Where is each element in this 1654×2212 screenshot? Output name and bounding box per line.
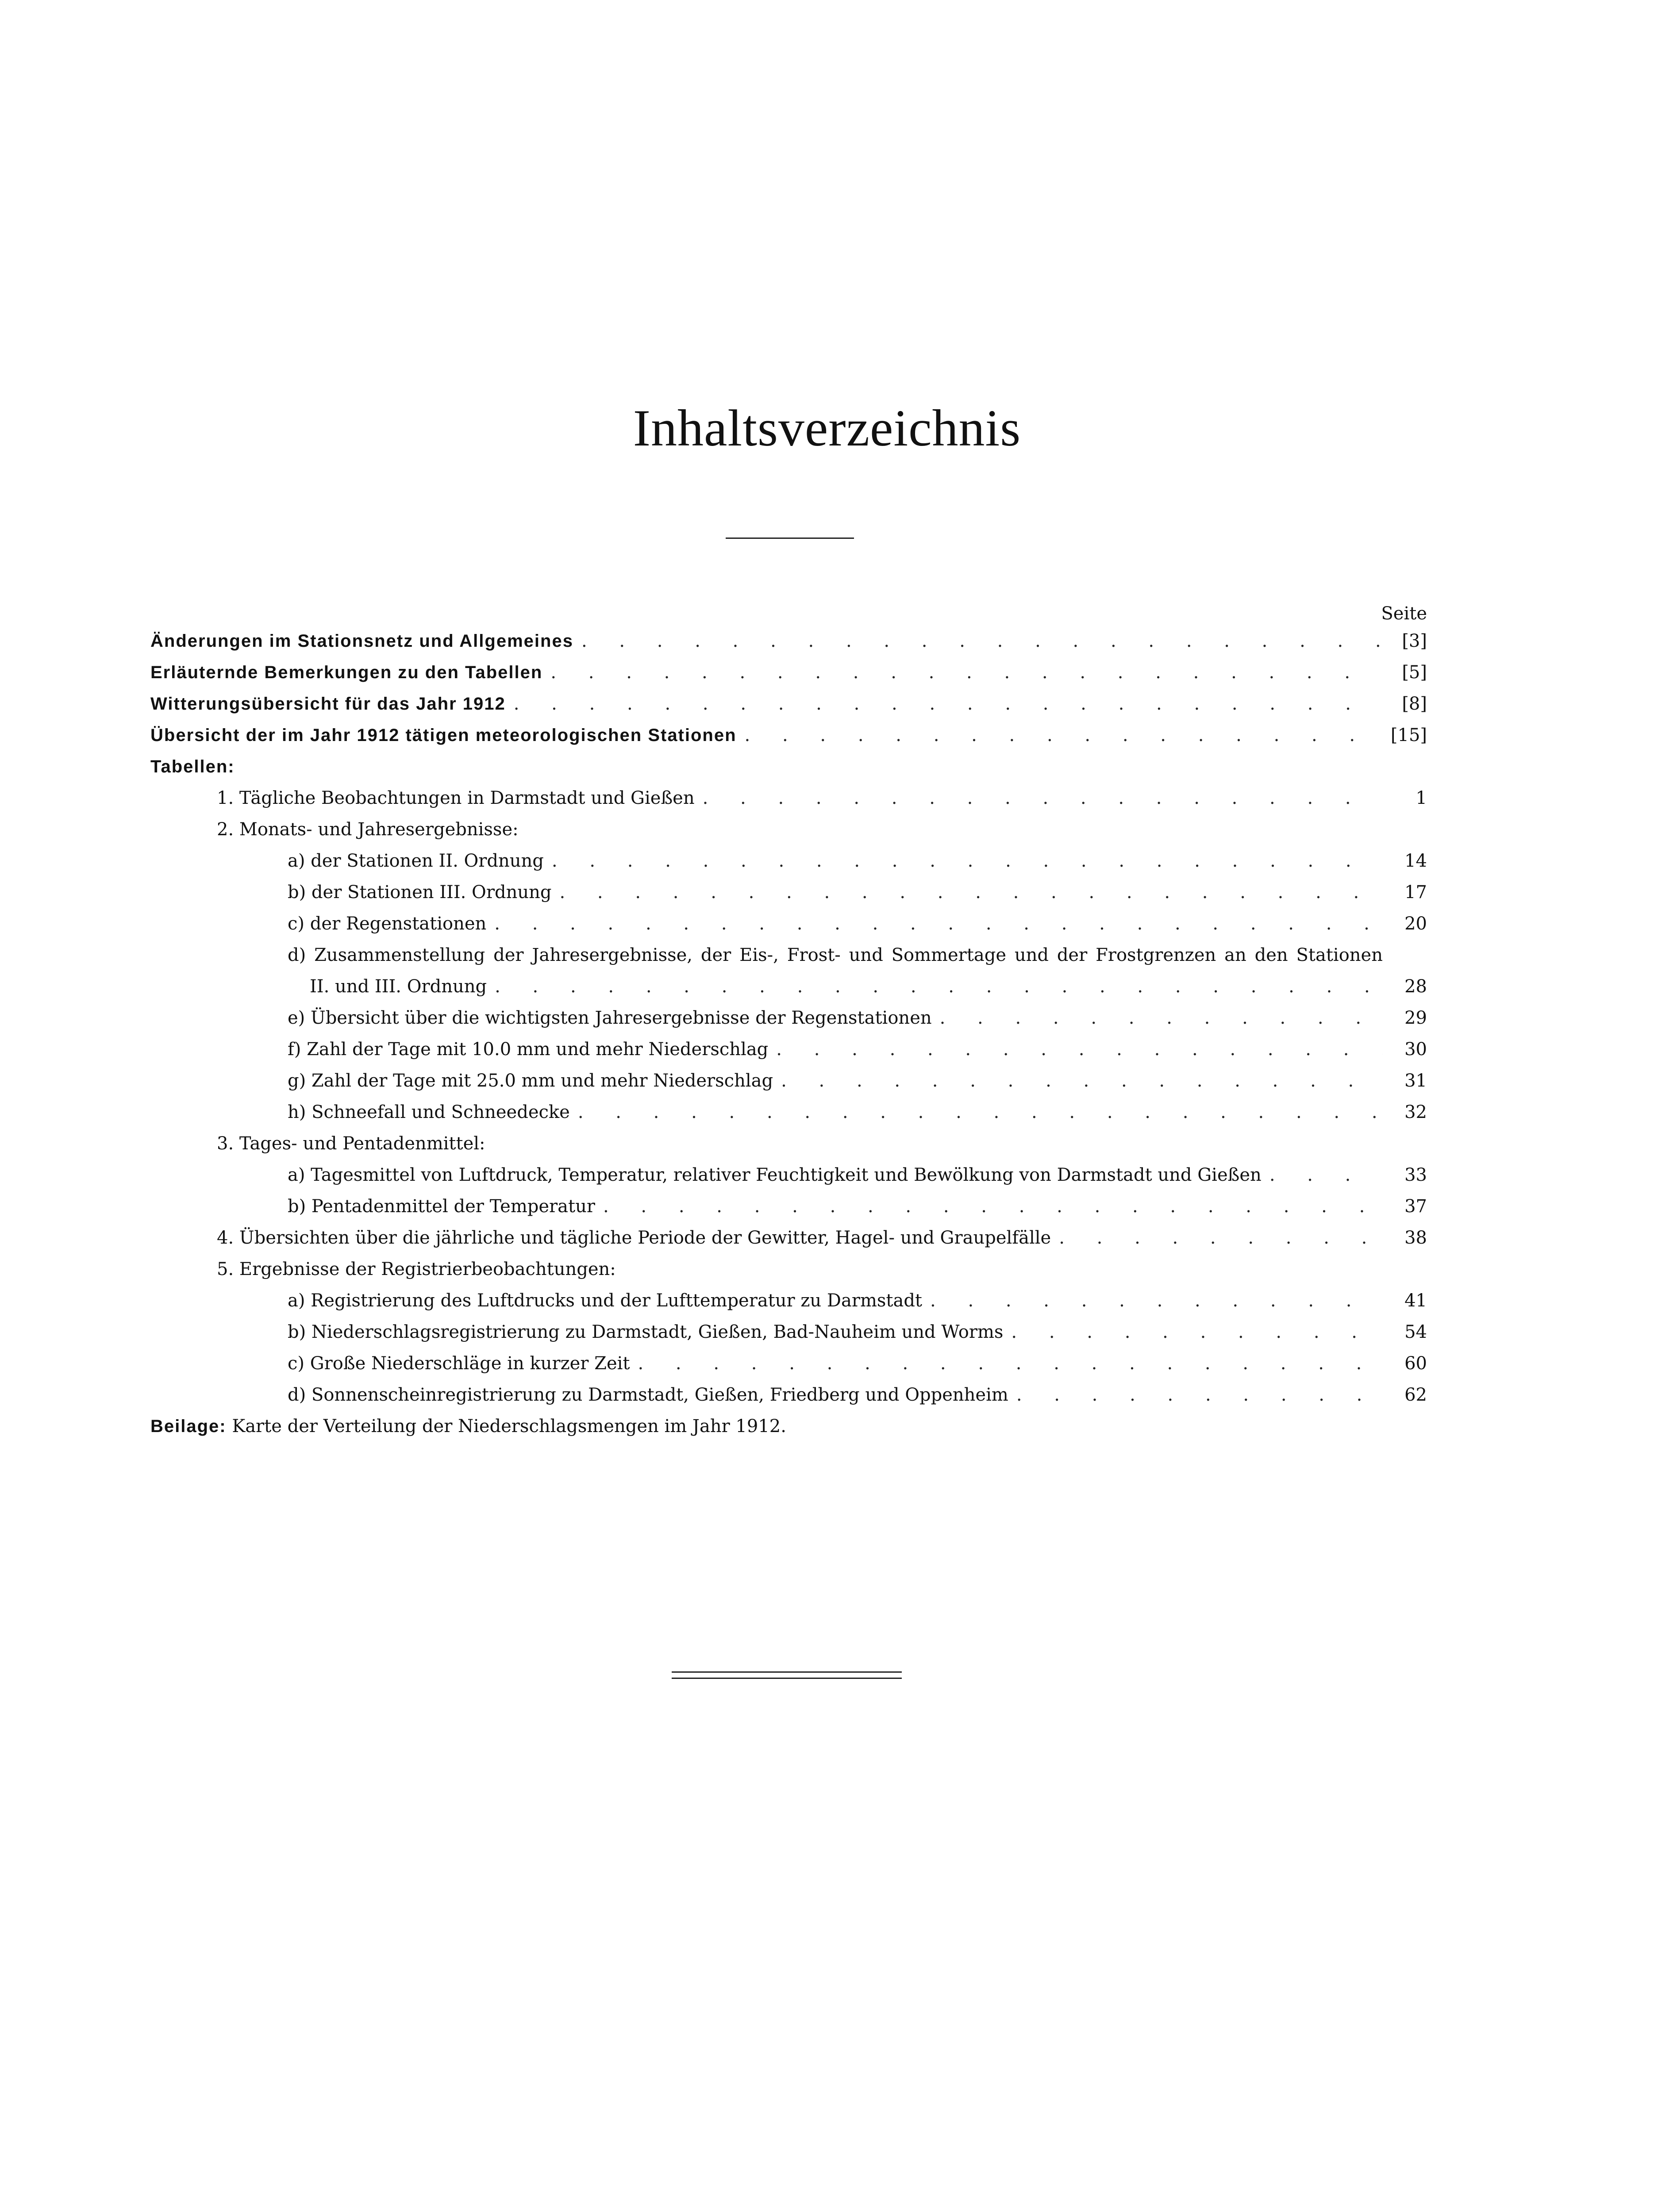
leader-dots xyxy=(603,1191,1383,1222)
closing-rule xyxy=(672,1671,902,1673)
leader-dots xyxy=(930,1285,1383,1317)
toc-page-number: 14 xyxy=(1404,851,1427,871)
toc-entry-text: II. und III. Ordnung xyxy=(310,976,487,997)
toc-entry-text: c) der Regenstationen xyxy=(288,914,487,934)
toc-entry[interactable] xyxy=(150,1034,1427,1065)
toc-page-number: 41 xyxy=(1404,1290,1427,1311)
toc-entry[interactable] xyxy=(150,1191,1427,1222)
toc-entry-text: 4. Übersichten über die jährliche und tägliche Periode der Gewitter, Hagel- und Graupelfälle xyxy=(217,1228,1051,1248)
toc-page-number: 60 xyxy=(1404,1353,1427,1374)
leader-dots xyxy=(578,1097,1383,1128)
closing-rule xyxy=(672,1678,902,1679)
toc-page-number: 33 xyxy=(1404,1165,1427,1185)
toc-page-number: 28 xyxy=(1404,976,1427,997)
toc-entry-text: 1. Tägliche Beobachtungen in Darmstadt und Gießen xyxy=(217,788,695,808)
leader-dots xyxy=(552,845,1383,877)
toc-entry[interactable] xyxy=(150,908,1427,940)
toc-entry-text: 5. Ergebnisse der Registrierbeobachtungen: xyxy=(217,1259,616,1279)
toc-entry-text: g) Zahl der Tage mit 25.0 mm und mehr Niederschlag xyxy=(288,1071,773,1091)
toc-page-number: 62 xyxy=(1404,1385,1427,1405)
toc-entry[interactable] xyxy=(150,971,1427,1002)
toc-page-number: 54 xyxy=(1404,1322,1427,1342)
toc-page-number: 38 xyxy=(1404,1228,1427,1248)
toc-entry-text: 2. Monats- und Jahresergebnisse: xyxy=(217,819,519,840)
toc-page-number: 32 xyxy=(1404,1102,1427,1122)
toc-group-heading xyxy=(150,1254,1427,1285)
toc-entry[interactable] xyxy=(150,1002,1427,1034)
toc-page-number: 31 xyxy=(1404,1071,1427,1091)
toc-entry-text: Übersicht der im Jahr 1912 tätigen meteorologischen Stationen xyxy=(150,726,737,745)
leader-dots xyxy=(1016,1379,1383,1411)
toc-entry-text: a) Tagesmittel von Luftdruck, Temperatur, relativer Feuchtigkeit und Bewölkung von Darmstadt und Gießen xyxy=(288,1165,1262,1185)
toc-page-number: 1 xyxy=(1416,788,1427,808)
page-title: Inhaltsverzeichnis xyxy=(633,399,1021,457)
title-divider xyxy=(726,538,854,539)
leader-dots xyxy=(494,908,1383,940)
leader-dots xyxy=(1269,1160,1383,1191)
toc-entry-text: b) Pentadenmittel der Temperatur xyxy=(288,1196,595,1217)
beilage-text: Karte der Verteilung der Niederschlagsmengen im Jahr 1912. xyxy=(232,1416,786,1436)
toc-group-heading xyxy=(150,814,1427,845)
toc-page-number: [15] xyxy=(1390,725,1427,745)
toc-entry-text: Witterungsübersicht für das Jahr 1912 xyxy=(150,694,506,714)
toc-entry[interactable] xyxy=(150,720,1427,751)
toc-page-number: [3] xyxy=(1402,631,1427,651)
toc-page-number: 30 xyxy=(1404,1039,1427,1060)
toc-entry-text: Erläuternde Bemerkungen zu den Tabellen xyxy=(150,663,543,682)
toc-entry[interactable] xyxy=(150,845,1427,877)
leader-dots xyxy=(559,877,1383,908)
toc-entry[interactable] xyxy=(150,1348,1427,1379)
leader-dots xyxy=(781,1065,1383,1097)
toc-entry[interactable] xyxy=(150,877,1427,908)
toc-entry-text: b) Niederschlagsregistrierung zu Darmstadt, Gießen, Bad-Nauheim und Worms xyxy=(288,1322,1004,1342)
leader-dots xyxy=(581,626,1383,657)
toc-entry-text: Änderungen im Stationsnetz und Allgemeines xyxy=(150,631,573,651)
leader-dots xyxy=(638,1348,1383,1379)
toc-page-number: 20 xyxy=(1404,914,1427,934)
toc-entry[interactable] xyxy=(150,1160,1427,1191)
toc-entry[interactable] xyxy=(150,1222,1427,1254)
toc-entry-text: a) der Stationen II. Ordnung xyxy=(288,851,544,871)
leader-dots xyxy=(550,657,1383,688)
toc-entry[interactable] xyxy=(150,1379,1427,1411)
toc-entry[interactable] xyxy=(150,1065,1427,1097)
leader-dots xyxy=(1011,1317,1383,1348)
beilage-entry[interactable] xyxy=(150,1411,1427,1442)
leader-dots xyxy=(495,971,1383,1002)
toc-page-number: [8] xyxy=(1402,694,1427,714)
leader-dots xyxy=(776,1034,1383,1065)
beilage-label: Beilage: xyxy=(150,1417,227,1436)
toc-entry[interactable] xyxy=(150,1317,1427,1348)
toc-entry[interactable] xyxy=(150,1285,1427,1317)
toc-entry-text: c) Große Niederschläge in kurzer Zeit xyxy=(288,1353,630,1374)
toc-entry-text: 3. Tages- und Pentadenmittel: xyxy=(217,1133,485,1154)
toc-page-number: 29 xyxy=(1404,1008,1427,1028)
toc-entry-text: d) Sonnenscheinregistrierung zu Darmstadt, Gießen, Friedberg und Oppenheim xyxy=(288,1385,1008,1405)
toc-page-number: 37 xyxy=(1404,1196,1427,1217)
page-column-header: Seite xyxy=(1381,603,1427,624)
toc-group-heading xyxy=(150,1128,1427,1160)
toc-entry-text: h) Schneefall und Schneedecke xyxy=(288,1102,570,1122)
toc-entry-text: a) Registrierung des Luftdrucks und der Lufttemperatur zu Darmstadt xyxy=(288,1290,923,1311)
toc-entry[interactable] xyxy=(150,657,1427,688)
toc-entry[interactable] xyxy=(150,783,1427,814)
toc-entry[interactable] xyxy=(150,1097,1427,1128)
toc-entry-text: f) Zahl der Tage mit 10.0 mm und mehr Niederschlag xyxy=(288,1039,769,1060)
toc-page-number: 17 xyxy=(1404,882,1427,902)
table-of-contents xyxy=(150,602,1427,1442)
toc-entry-line[interactable]: d) Zusammenstellung der Jahresergebnisse, der Eis-, Frost- und Sommertage und der Frostgrenzen an den Stationen xyxy=(288,945,1383,965)
toc-entry[interactable] xyxy=(150,688,1427,720)
toc-entry-text: e) Übersicht über die wichtigsten Jahresergebnisse der Regenstationen xyxy=(288,1008,932,1028)
leader-dots xyxy=(1059,1222,1383,1254)
toc-page-number: [5] xyxy=(1402,662,1427,683)
leader-dots xyxy=(703,783,1383,814)
leader-dots xyxy=(745,720,1377,751)
leader-dots xyxy=(514,688,1383,720)
tabellen-heading xyxy=(150,751,1427,783)
leader-dots xyxy=(940,1002,1383,1034)
toc-entry[interactable] xyxy=(150,626,1427,657)
section-heading: Tabellen: xyxy=(150,757,235,776)
toc-entry-text: b) der Stationen III. Ordnung xyxy=(288,882,552,902)
